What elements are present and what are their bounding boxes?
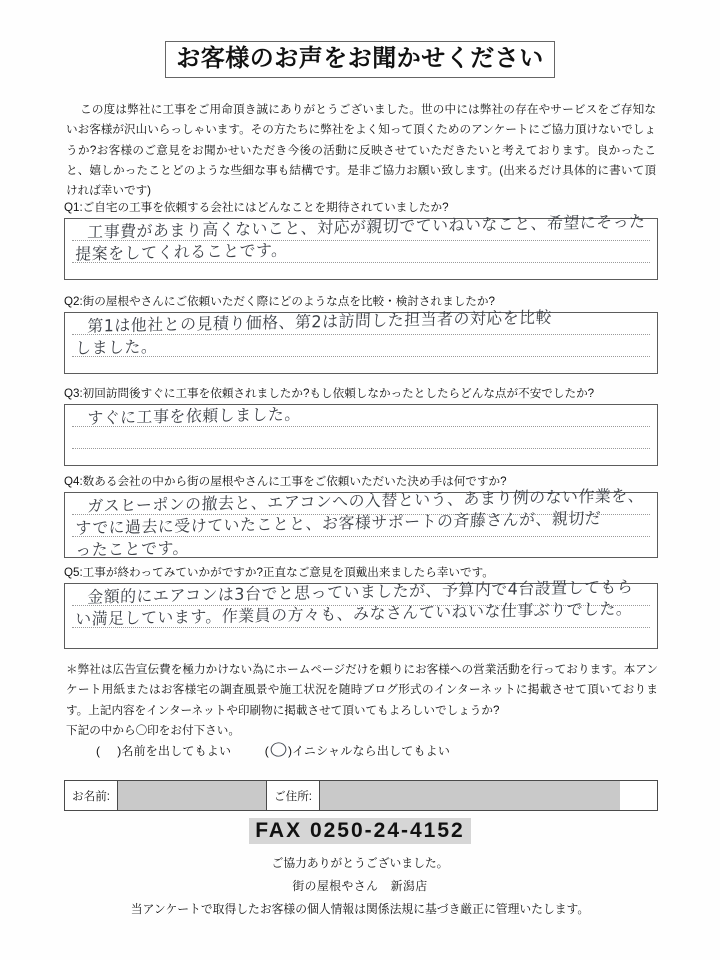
- field-tail-gap: [620, 781, 657, 810]
- question-block-q4: [64, 474, 658, 558]
- handwritten-answer-line: [65, 337, 657, 359]
- page-title: [0, 41, 720, 78]
- handwriting-text: い満足しています。作業員の方々も、みなさんていねいな仕事ぶりでした。: [75, 599, 633, 629]
- question-block-q5: [64, 565, 658, 649]
- answer-box-q1[interactable]: [64, 212, 658, 280]
- footer-privacy-notice: 当アンケートで取得したお客様の個人情報は関係法規に基づき厳正に管理いたします。: [130, 902, 590, 916]
- page-title-text: お客様のお声をお聞かせください: [165, 41, 555, 78]
- answer-box-q5[interactable]: [64, 577, 658, 649]
- consent-paragraph: ＊弊社は広告宣伝費を極力かけない為にホームページだけを頼りにお客様への営業活動を行っております。本アンケート用紙またはお客様宅の調査風景や施工状況を随時ブログ形式のインターネットに掲載させて頂いております。上記内容をインターネットや印刷物に掲載させて頂いてもよろしいでしょうか?: [66, 663, 658, 717]
- option-use-initials[interactable]: ( )イニシャルなら出してもよい: [265, 742, 450, 759]
- address-input[interactable]: [320, 781, 620, 810]
- handwriting-text: ガスヒーポンの撤去と、エアコンへの入替という、あまり例のない作業を、: [87, 486, 645, 516]
- respondent-fields: [64, 780, 658, 811]
- handwriting-text: すでに過去に受けていたことと、お客様サポートの斉藤さんが、親切だ: [75, 508, 602, 538]
- question-label-q2: Q2:街の屋根やさんにご依頼いただく際にどのような点を比較・検討されましたか?: [64, 295, 495, 308]
- handwriting-text: 金額的にエアコンは3台でと思っていましたが、予算内で4台設置してもら: [87, 577, 634, 607]
- consent-notice: [66, 660, 658, 742]
- question-label-q1: Q1:ご自宅の工事を依頼する会社にはどんなことを期待されていましたか?: [64, 201, 449, 214]
- fax-number: [0, 818, 720, 844]
- option-use-name-label: 名前を出してもよい: [121, 744, 232, 758]
- question-label-q3: Q3:初回訪問後すぐに工事を依頼されましたか?もし依頼しなかったとしたらどんな点が不安でしたか?: [64, 387, 595, 400]
- answer-box-q3[interactable]: [64, 404, 658, 466]
- handwritten-answer-line: [65, 404, 657, 429]
- footer: [0, 852, 720, 921]
- handwritten-answer-line: [65, 539, 657, 561]
- footer-shop-name: 街の屋根やさん 新潟店: [292, 879, 428, 893]
- option-use-name[interactable]: ( )名前を出してもよい: [96, 744, 232, 758]
- name-input[interactable]: [118, 781, 266, 810]
- handwriting-text: すぐに工事を依頼しました。: [87, 404, 302, 428]
- handwriting-text: 提案をしてくれることです。: [75, 240, 288, 264]
- answer-box-q4[interactable]: [64, 486, 658, 560]
- question-block-q2: [64, 294, 658, 374]
- handwritten-answer-line: [65, 599, 657, 630]
- handwriting-text: 第1は他社との見積り価格、第2は訪問した担当者の対応を比較: [87, 307, 553, 336]
- answer-box-q2[interactable]: [64, 307, 658, 374]
- circle-mark-icon: [270, 741, 288, 757]
- question-label-q4: Q4:数ある会社の中から街の屋根やさんに工事をご依頼いただいた決め手は何ですか?: [64, 475, 507, 488]
- handwriting-text: ったことです。: [75, 538, 190, 560]
- question-block-q1: [64, 200, 658, 280]
- question-block-q3: [64, 386, 658, 466]
- footer-thanks: ご協力ありがとうございました。: [271, 856, 449, 870]
- handwriting-text: 工事費があまり高くないこと、対応が親切でていねいなこと、希望にそった: [87, 212, 646, 242]
- handwritten-answer-line: [65, 240, 657, 265]
- question-label-q5: Q5:工事が終わってみていかがですか?正直なご意見を頂戴出来ましたら幸いです。: [64, 566, 494, 579]
- intro-text: この度は弊社に工事をご用命頂き誠にありがとうございました。世の中には弊社の存在やサービスをご存知ないお客様が沢山いらっしゃいます。その方たちに弊社をよく知って頂くためのアンケートにご協力頂けないでしょうか?お客様のご意見をお聞かせいただき今後の活動に反映させていただきたいと考えております。良かったこと、嬉しかったことどのような些細な事も結構です。是非ご協力お願い致します。(出来るだけ具体的に書いて頂ければ幸いです): [66, 103, 656, 198]
- guide-rule: [72, 448, 650, 449]
- consent-options: [96, 742, 480, 759]
- option-use-initials-label: イニシャルなら出してもよい: [292, 744, 451, 758]
- intro-paragraph: [66, 100, 656, 201]
- consent-instruction: 下記の中から〇印をお付下さい。: [66, 724, 240, 738]
- unchecked-mark-icon: [102, 744, 115, 757]
- name-field-label: お名前:: [65, 781, 118, 810]
- address-field-label: ご住所:: [266, 781, 320, 810]
- handwriting-text: しました。: [75, 337, 158, 358]
- fax-number-text: FAX 0250-24-4152: [249, 818, 470, 844]
